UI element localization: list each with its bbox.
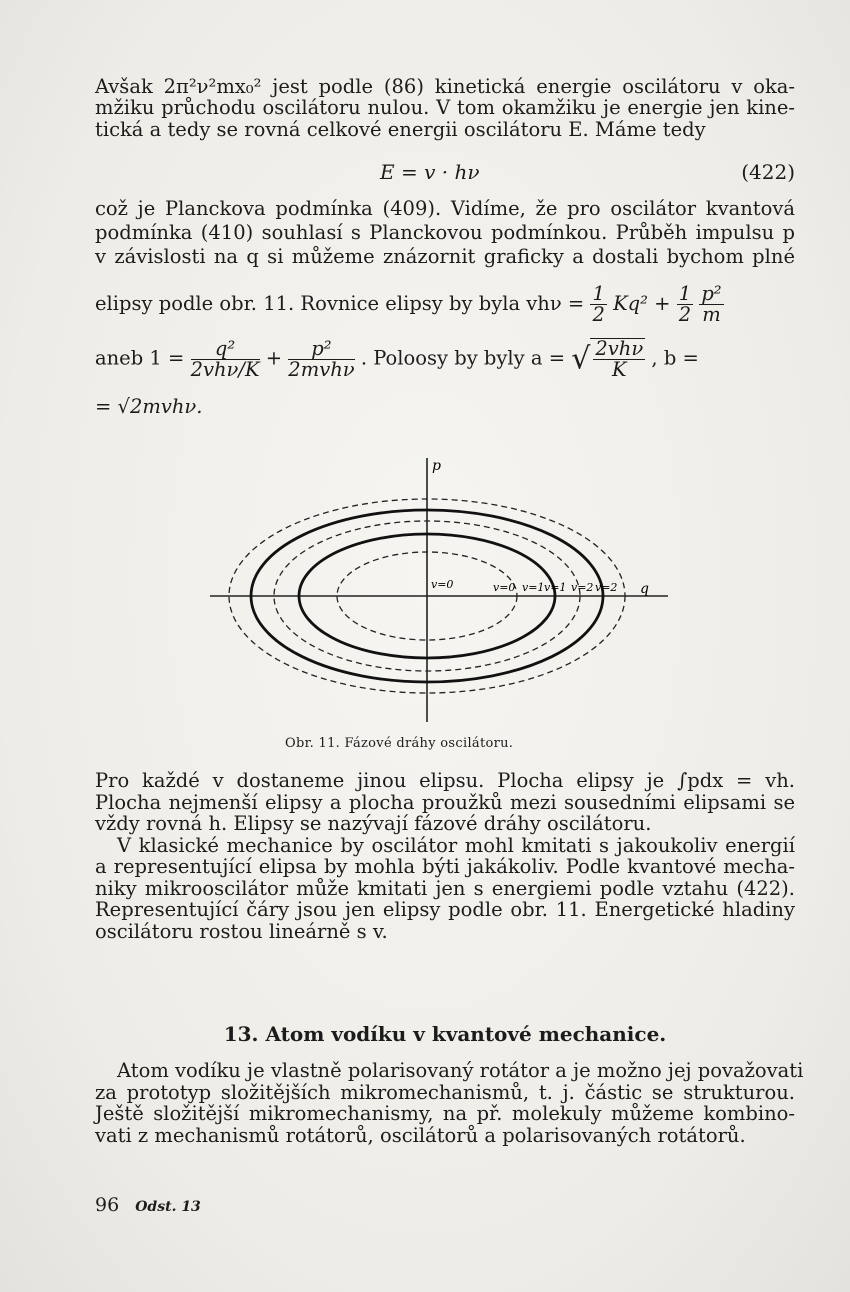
text-line: oscilátoru rostou lineárně s v.	[95, 919, 388, 943]
page-footer	[95, 1194, 201, 1216]
text-line: mžiku průchodu oscilátoru nulou. V tom okamžiku je energie jen kine-	[95, 96, 795, 120]
text-line: což je Planckova podmínka (409). Vidíme, že pro oscilátor kvantová	[95, 197, 795, 220]
axis-label-p: p	[432, 458, 441, 474]
ellipse-mid-term: Kq² +	[613, 292, 671, 315]
page-number: 96	[95, 1194, 120, 1216]
fraction-denominator: 2vhν/K	[190, 357, 260, 381]
fraction-q2	[190, 336, 260, 381]
figure-caption: Obr. 11. Fázové dráhy oscilátoru.	[285, 736, 514, 751]
fraction-half	[590, 284, 606, 325]
label-v0-half: v=0	[493, 581, 516, 594]
section-heading: 13. Atom vodíku v kvantové mechanice.	[223, 1022, 667, 1046]
fraction-denominator: 2mvhν	[288, 357, 355, 381]
axis-label-q: q	[640, 581, 649, 597]
text-line: vždy rovná h. Elipsy se nazývají fázové dráhy oscilátoru.	[95, 812, 652, 835]
plus-sign: +	[265, 346, 283, 370]
text-line: vati z mechanismů rotátorů, oscilátorů a polarisovaných rotátorů.	[95, 1123, 746, 1147]
fraction-p2	[288, 336, 355, 381]
text-line: tická a tedy se rovná celkové energii oscilátoru E. Máme tedy	[95, 117, 706, 141]
section-ref: Odst. 13	[135, 1199, 201, 1215]
fraction-numerator: 1	[592, 282, 605, 305]
fraction-numerator: p²	[288, 339, 354, 360]
label-v1-half: v=1	[544, 581, 567, 594]
equation-number: (422)	[741, 160, 795, 184]
sqrt-sign: √	[571, 341, 591, 377]
text-line: V klasické mechanice by oscilátor mohl kmitati s jakoukoliv energií	[117, 833, 795, 857]
text-line: Ještě složitější mikromechanismy, na př. molekuly můžeme kombino-	[95, 1102, 795, 1125]
fraction-p2-m	[699, 284, 723, 325]
b-semiaxis-line: = √2mvhν.	[95, 395, 203, 418]
text-line: Avšak 2π²ν²mx₀² jest podle (86) kinetická energie oscilátoru v oka-	[95, 75, 795, 98]
text-line: podmínka (410) souhlasí s Planckovou podmínkou. Průběh impulsu p	[95, 221, 795, 244]
ellipse-prefix: elipsy podle obr. 11. Rovnice elipsy by byla vhν =	[95, 292, 585, 315]
equation-422	[95, 160, 795, 186]
paragraph-hydrogen	[95, 1059, 804, 1147]
fraction-denominator: K	[612, 358, 627, 381]
sqrt-fraction	[590, 338, 645, 380]
text-line: a representující elipsa by mohla býti jakákoliv. Podle kvantové mecha-	[95, 855, 795, 878]
aneb-equation-line	[95, 338, 795, 392]
text-line: Representující čáry jsou jen elipsy podle obr. 11. Energetické hladiny	[95, 898, 795, 921]
fraction-numerator: 2vhν	[595, 337, 644, 360]
fraction-denominator: m	[702, 303, 721, 326]
semiaxis-b-text: , b =	[651, 346, 699, 370]
aneb-prefix: aneb 1 =	[95, 346, 185, 370]
fraction-numerator: q²	[191, 339, 260, 360]
text-line: Atom vodíku je vlastně polarisovaný rotátor a je možno jej považovati	[117, 1059, 804, 1082]
fraction-half-2	[677, 284, 693, 325]
text-line: za prototyp složitějších mikromechanismů, t. j. částic se strukturou.	[95, 1080, 795, 1104]
phase-trajectories-figure	[190, 450, 680, 750]
semiaxes-text: . Poloosy by byly a =	[360, 346, 566, 370]
text-line: niky mikrooscilátor může kmitati jen s energiemi podle vztahu (422).	[95, 876, 795, 900]
label-v2: v=2	[571, 581, 594, 594]
paragraph-planck	[95, 197, 795, 269]
label-v2-half: v=2	[595, 581, 618, 594]
paragraph-intro	[95, 76, 795, 140]
fraction-denominator: 2	[592, 303, 605, 326]
text-line: Plocha nejmenší elipsy a plocha proužků mezi sousedními elipsami se	[95, 790, 795, 814]
text-line: Pro každé v dostaneme jinou elipsu. Plocha elipsy je ∫pdx = vh.	[95, 769, 795, 792]
fraction-denominator: 2	[678, 303, 692, 326]
fraction-numerator: p²	[701, 282, 722, 305]
label-v0: v=0	[431, 578, 454, 591]
label-v1: v=1	[522, 581, 545, 594]
text-line: v závislosti na q si můžeme znázornit graficky a dostali bychom plné	[95, 245, 795, 268]
ellipse-equation-line	[95, 284, 795, 332]
equation-formula: E = v · hν	[380, 160, 480, 184]
paragraph-phase-paths	[95, 770, 795, 942]
fraction-numerator: 1	[678, 282, 692, 305]
